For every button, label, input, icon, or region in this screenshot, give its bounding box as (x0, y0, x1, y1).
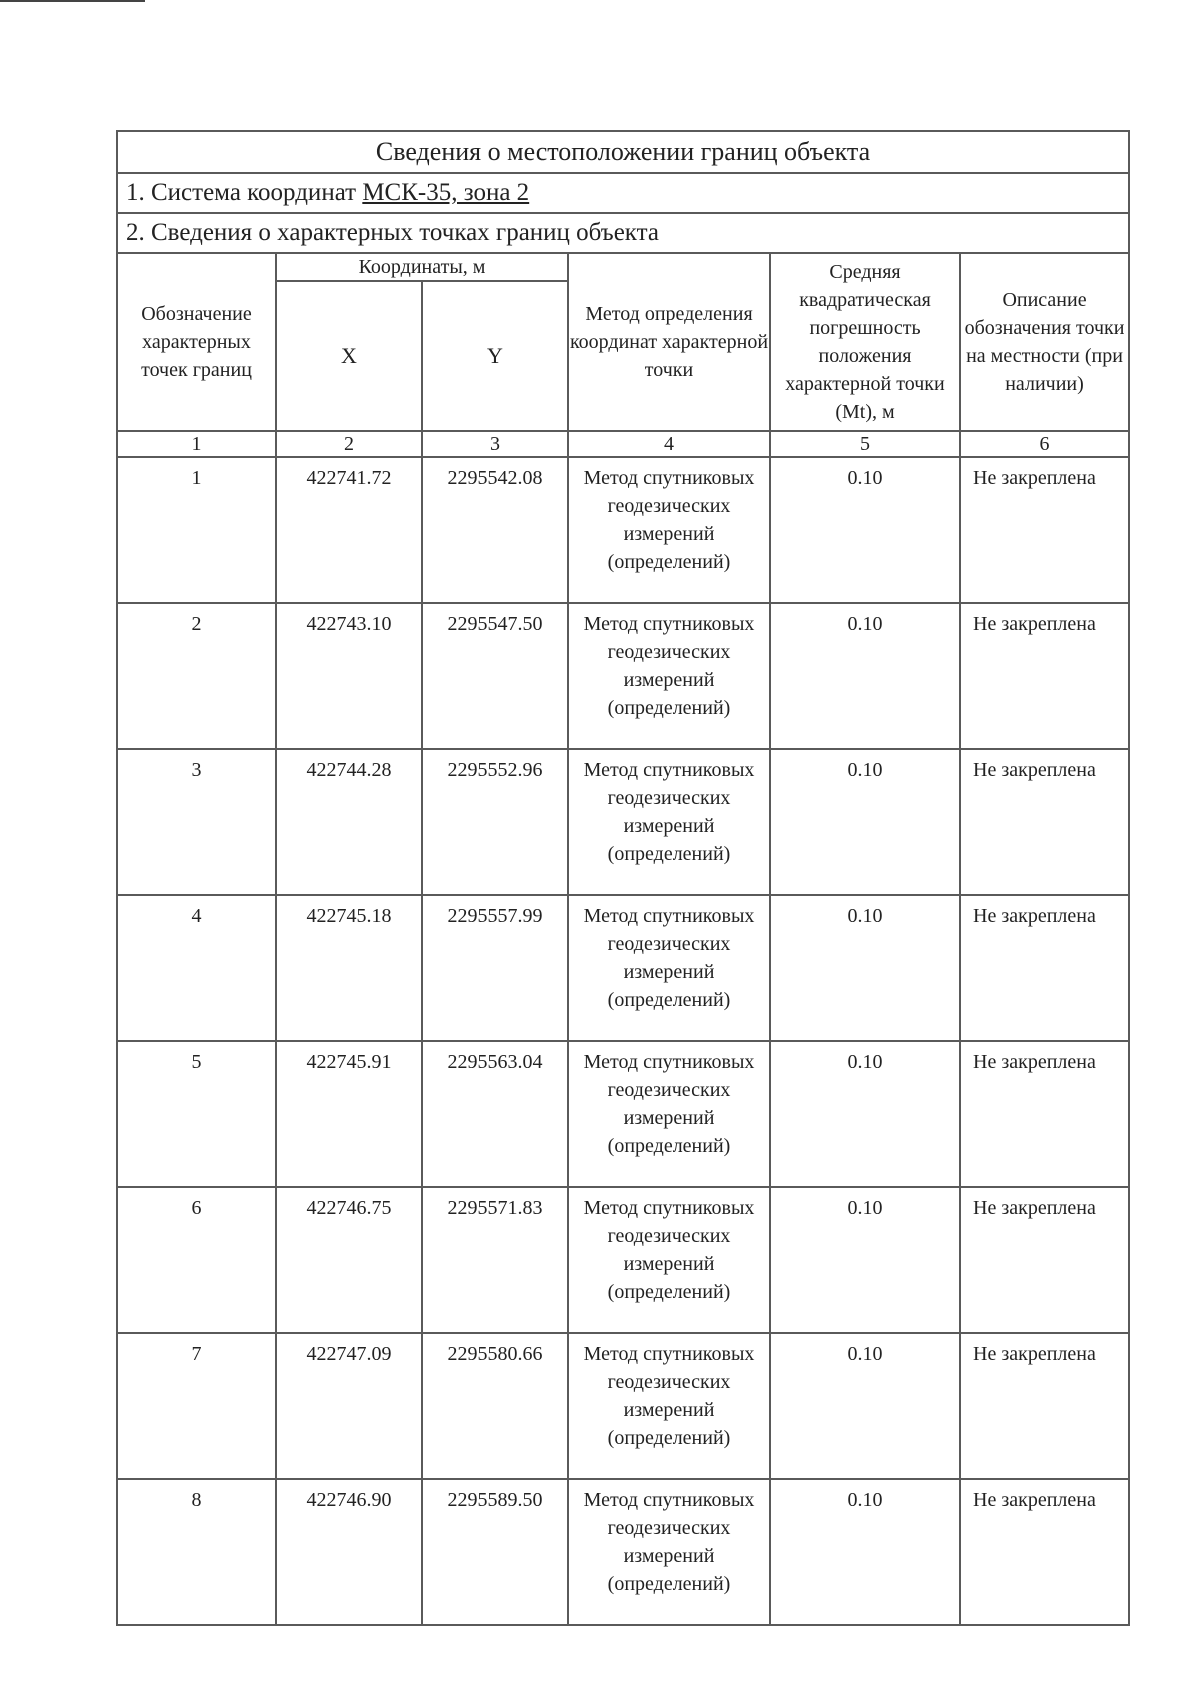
method: Метод спутниковых геодезических измерений (определений) (568, 457, 770, 603)
method: Метод спутниковых геодезических измерений (определений) (568, 895, 770, 1041)
method: Метод спутниковых геодезических измерений (определений) (568, 749, 770, 895)
point-number: 5 (117, 1041, 276, 1187)
method: Метод спутниковых геодезических измерений (определений) (568, 1187, 770, 1333)
header-x: X (276, 281, 422, 431)
boundary-table (116, 130, 1130, 1626)
point-number: 4 (117, 895, 276, 1041)
coordinate-y: 2295552.96 (422, 749, 568, 895)
table-row (117, 1041, 1129, 1187)
method: Метод спутниковых геодезических измерений (определений) (568, 603, 770, 749)
coordinate-x: 422745.91 (276, 1041, 422, 1187)
column-number: 3 (422, 431, 568, 457)
coordinate-x: 422746.90 (276, 1479, 422, 1625)
coordinate-x: 422743.10 (276, 603, 422, 749)
error-value: 0.10 (770, 1479, 960, 1625)
point-description: Не закреплена (960, 1333, 1129, 1479)
coordinate-y: 2295542.08 (422, 457, 568, 603)
coordinate-y: 2295571.83 (422, 1187, 568, 1333)
document-title: Сведения о местоположении границ объекта (117, 131, 1129, 173)
coordinate-x: 422747.09 (276, 1333, 422, 1479)
point-number: 6 (117, 1187, 276, 1333)
table-row (117, 603, 1129, 749)
point-number: 2 (117, 603, 276, 749)
table-row (117, 1187, 1129, 1333)
error-value: 0.10 (770, 1333, 960, 1479)
header-method: Метод определения координат характерной точки (568, 253, 770, 431)
error-value: 0.10 (770, 895, 960, 1041)
point-description: Не закреплена (960, 895, 1129, 1041)
error-value: 0.10 (770, 603, 960, 749)
point-description: Не закреплена (960, 603, 1129, 749)
coordinate-y: 2295563.04 (422, 1041, 568, 1187)
point-number: 8 (117, 1479, 276, 1625)
coordinate-y: 2295589.50 (422, 1479, 568, 1625)
coordinate-x: 422745.18 (276, 895, 422, 1041)
point-description: Не закреплена (960, 1187, 1129, 1333)
coordinate-x: 422741.72 (276, 457, 422, 603)
coordinate-x: 422744.28 (276, 749, 422, 895)
error-value: 0.10 (770, 1041, 960, 1187)
table-row (117, 1333, 1129, 1479)
coordinate-x: 422746.75 (276, 1187, 422, 1333)
section-title: 2. Сведения о характерных точках границ объекта (117, 213, 1129, 253)
column-number: 5 (770, 431, 960, 457)
coordinate-system-value: МСК-35, зона 2 (362, 179, 530, 206)
header-point: Обозначение характерных точек границ (117, 253, 276, 431)
table-row (117, 749, 1129, 895)
header-error: Средняя квадратическая погрешность положения характерной точки (Mt), м (770, 253, 960, 431)
header-y: Y (422, 281, 568, 431)
coordinate-system-prefix: 1. Система координат (126, 179, 357, 206)
point-description: Не закреплена (960, 1479, 1129, 1625)
table-row (117, 895, 1129, 1041)
point-number: 7 (117, 1333, 276, 1479)
coordinate-y: 2295580.66 (422, 1333, 568, 1479)
method: Метод спутниковых геодезических измерений (определений) (568, 1479, 770, 1625)
point-number: 1 (117, 457, 276, 603)
coordinate-y: 2295547.50 (422, 603, 568, 749)
scan-edge-mark (0, 0, 145, 2)
column-number: 1 (117, 431, 276, 457)
point-description: Не закреплена (960, 457, 1129, 603)
error-value: 0.10 (770, 749, 960, 895)
header-description: Описание обозначения точки на местности (при наличии) (960, 253, 1129, 431)
error-value: 0.10 (770, 457, 960, 603)
table-row (117, 1479, 1129, 1625)
error-value: 0.10 (770, 1187, 960, 1333)
coordinate-y: 2295557.99 (422, 895, 568, 1041)
point-description: Не закреплена (960, 749, 1129, 895)
method: Метод спутниковых геодезических измерений (определений) (568, 1333, 770, 1479)
column-number: 4 (568, 431, 770, 457)
header-coordinates: Координаты, м (276, 253, 568, 281)
column-number: 2 (276, 431, 422, 457)
boundary-document (116, 130, 1128, 1626)
column-number: 6 (960, 431, 1129, 457)
table-row (117, 457, 1129, 603)
method: Метод спутниковых геодезических измерений (определений) (568, 1041, 770, 1187)
point-description: Не закреплена (960, 1041, 1129, 1187)
coordinate-system-line (117, 173, 1129, 213)
point-number: 3 (117, 749, 276, 895)
